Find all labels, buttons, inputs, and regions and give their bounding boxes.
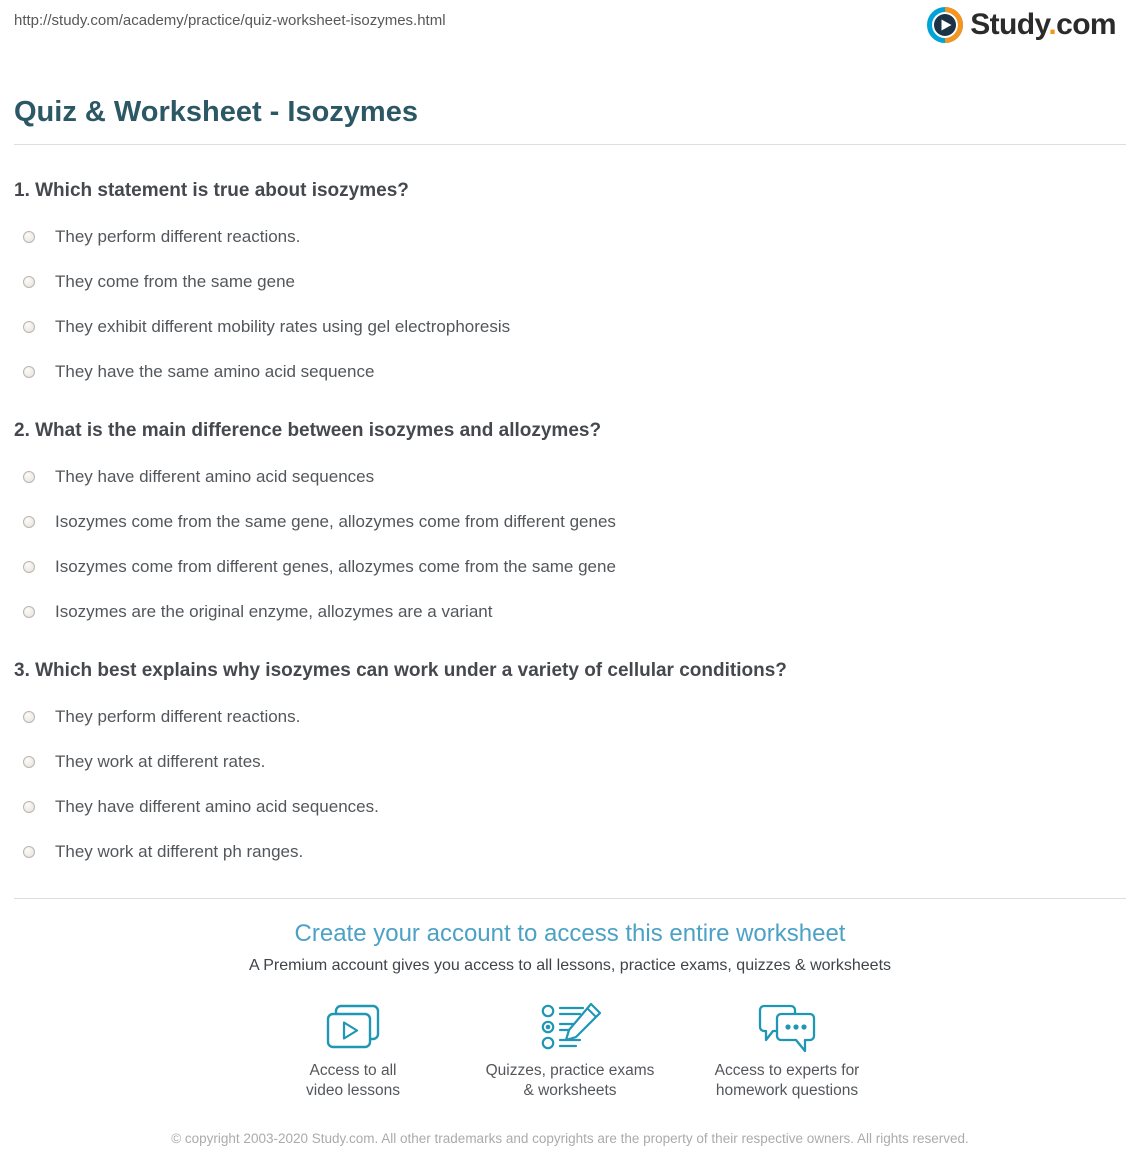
radio-button[interactable] <box>23 471 35 483</box>
feature-label: Quizzes, practice exams & worksheets <box>485 1062 655 1099</box>
question-1-option-1[interactable] <box>14 226 1126 247</box>
studycom-play-logo-icon <box>927 7 970 43</box>
option-label[interactable]: Isozymes are the original enzyme, allozymes are a variant <box>55 602 493 621</box>
feature-label: Access to experts for homework questions <box>714 1062 860 1099</box>
option-label[interactable]: They have different amino acid sequences. <box>55 797 379 816</box>
question-3-option-2[interactable] <box>14 751 1126 772</box>
page-url: http://study.com/academy/practice/quiz-worksheet-isozymes.html <box>14 12 446 29</box>
quiz-questions <box>14 180 1126 862</box>
radio-button[interactable] <box>23 516 35 528</box>
question-3-option-3[interactable] <box>14 796 1126 817</box>
question-1-option-4[interactable] <box>14 361 1126 382</box>
question-1-option-2[interactable] <box>14 271 1126 292</box>
chat-experts-icon <box>679 1003 896 1053</box>
create-account-section <box>0 920 1140 1101</box>
radio-button[interactable] <box>23 846 35 858</box>
page-title: Quiz & Worksheet - Isozymes <box>14 96 418 128</box>
radio-button[interactable] <box>23 756 35 768</box>
question-2-option-2[interactable] <box>14 511 1126 532</box>
studycom-wordmark: Study.com <box>970 8 1116 41</box>
quizzes-worksheets-icon <box>462 1003 679 1053</box>
question-2-option-4[interactable] <box>14 601 1126 622</box>
feature-list <box>0 1003 1140 1101</box>
option-label[interactable]: They work at different rates. <box>55 752 266 771</box>
radio-button[interactable] <box>23 711 35 723</box>
question-2-option-3[interactable] <box>14 556 1126 577</box>
radio-button[interactable] <box>23 366 35 378</box>
question-2-heading: 2. What is the main difference between isozymes and allozymes? <box>14 420 602 441</box>
question-3-option-1[interactable] <box>14 706 1126 727</box>
radio-button[interactable] <box>23 231 35 243</box>
option-label[interactable]: They come from the same gene <box>55 272 296 291</box>
feature-homework-experts <box>679 1003 896 1101</box>
radio-button[interactable] <box>23 606 35 618</box>
feature-quizzes-worksheets <box>462 1003 679 1101</box>
radio-button[interactable] <box>23 276 35 288</box>
option-label[interactable]: They have the same amino acid sequence <box>55 362 375 381</box>
studycom-logo[interactable] <box>927 7 1116 43</box>
feature-video-lessons <box>245 1003 462 1101</box>
option-label[interactable]: They work at different ph ranges. <box>55 842 304 861</box>
page-footer <box>0 1130 1140 1147</box>
title-divider <box>14 144 1126 145</box>
copyright-text: © copyright 2003-2020 Study.com. All other trademarks and copyrights are the property of their respective owners. All rights reserved. <box>171 1131 969 1146</box>
feature-label: Access to all video lessons <box>306 1062 400 1099</box>
option-label[interactable]: They perform different reactions. <box>55 707 301 726</box>
radio-button[interactable] <box>23 321 35 333</box>
option-label[interactable]: They perform different reactions. <box>55 227 301 246</box>
question-3-heading: 3. Which best explains why isozymes can work under a variety of cellular conditions? <box>14 660 787 681</box>
page-header <box>0 0 1140 52</box>
question-1-option-3[interactable] <box>14 316 1126 337</box>
radio-button[interactable] <box>23 561 35 573</box>
question-1-heading: 1. Which statement is true about isozymes? <box>14 180 409 201</box>
question-3-option-4[interactable] <box>14 841 1126 862</box>
option-label[interactable]: Isozymes come from the same gene, allozymes come from different genes <box>55 512 616 531</box>
premium-subtitle: A Premium account gives you access to all lessons, practice exams, quizzes & worksheets <box>248 957 892 974</box>
question-2-option-1[interactable] <box>14 466 1126 487</box>
create-account-heading[interactable]: Create your account to access this entire worksheet <box>294 920 846 947</box>
option-label[interactable]: They exhibit different mobility rates using gel electrophoresis <box>55 317 511 336</box>
video-lessons-icon <box>245 1003 462 1053</box>
option-label[interactable]: Isozymes come from different genes, allozymes come from the same gene <box>55 557 616 576</box>
cta-divider <box>14 898 1126 899</box>
option-label[interactable]: They have different amino acid sequences <box>55 467 375 486</box>
radio-button[interactable] <box>23 801 35 813</box>
